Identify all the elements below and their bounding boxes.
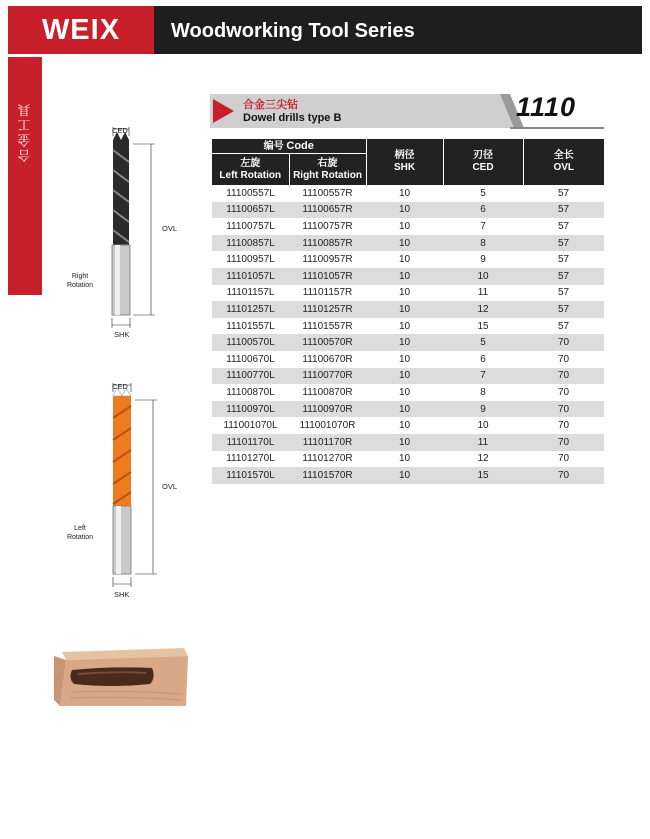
left-rotation-code-cell: 11100657L (212, 202, 289, 219)
rotation-callout (60, 272, 100, 290)
drill-shank-highlight (116, 506, 121, 574)
table-row (212, 301, 604, 318)
table-row (212, 218, 604, 235)
shk-cell: 10 (366, 235, 443, 252)
table-row (212, 401, 604, 418)
ovl-header-en: OVL (553, 162, 575, 173)
ovl-cell: 57 (523, 285, 604, 302)
table-row (212, 467, 604, 484)
model-number: 1110 (516, 92, 577, 122)
left-rotation-drill-drawing (60, 378, 200, 598)
shk-header (366, 139, 443, 185)
right-rotation-code-cell: 11100670R (289, 351, 366, 368)
page-title: Woodworking Tool Series (171, 20, 415, 42)
ovl-cell: 70 (523, 467, 604, 484)
ovl-cell: 57 (523, 218, 604, 235)
right-rotation-code-cell: 11100557R (289, 185, 366, 202)
rotation-callout-line1: Right (71, 273, 89, 280)
ced-cell: 10 (443, 268, 523, 285)
ced-label: CED (112, 382, 128, 391)
spec-table-body (212, 185, 604, 484)
ovl-cell: 57 (523, 202, 604, 219)
right-rotation-code-cell: 11100857R (289, 235, 366, 252)
shk-label: SHK (114, 590, 130, 599)
left-rotation-code-cell: 11101270L (212, 451, 289, 468)
right-rotation-code-cell: 11100970R (289, 401, 366, 418)
shk-cell: 10 (366, 384, 443, 401)
left-rotation-code-cell: 11101257L (212, 301, 289, 318)
ced-cell: 12 (443, 301, 523, 318)
drill-shank (113, 506, 131, 574)
right-rotation-code-cell: 11101157R (289, 285, 366, 302)
ced-cell: 11 (443, 285, 523, 302)
ced-cell: 7 (443, 218, 523, 235)
code-header (212, 139, 366, 154)
ovl-cell: 70 (523, 368, 604, 385)
ced-header-en: CED (472, 162, 494, 173)
shk-cell: 10 (366, 368, 443, 385)
left-rotation-header (212, 154, 289, 186)
ced-label: CED (112, 126, 128, 135)
left-rotation-header-cn: 左旋 (240, 157, 261, 169)
code-header-en: Code (286, 139, 314, 152)
left-rotation-code-cell: 11100670L (212, 351, 289, 368)
ovl-cell: 70 (523, 401, 604, 418)
table-row (212, 185, 604, 202)
ovl-cell: 70 (523, 451, 604, 468)
shk-cell: 10 (366, 202, 443, 219)
table-row (212, 268, 604, 285)
ced-cell: 15 (443, 467, 523, 484)
right-rotation-code-cell: 11100770R (289, 368, 366, 385)
ced-header-cn: 刃径 (473, 150, 493, 161)
shk-cell: 10 (366, 417, 443, 434)
ovl-header-cn: 全长 (553, 150, 574, 161)
table-row (212, 368, 604, 385)
shk-cell: 10 (366, 285, 443, 302)
section-title-en: Dowel drills type B (243, 112, 342, 124)
ced-cell: 6 (443, 351, 523, 368)
left-rotation-code-cell: 11100770L (212, 368, 289, 385)
right-rotation-code-cell: 11100957R (289, 251, 366, 268)
wood-block-illustration (52, 646, 192, 712)
right-rotation-code-cell: 11100870R (289, 384, 366, 401)
table-row (212, 417, 604, 434)
table-row (212, 285, 604, 302)
ced-cell: 5 (443, 185, 523, 202)
left-rotation-code-cell: 11100970L (212, 401, 289, 418)
shk-cell: 10 (366, 301, 443, 318)
right-rotation-code-cell: 11100570R (289, 334, 366, 351)
dowel-slot (70, 667, 153, 686)
left-rotation-code-cell: 11100570L (212, 334, 289, 351)
table-row (212, 318, 604, 335)
ovl-cell: 70 (523, 434, 604, 451)
left-rotation-code-cell: 11101557L (212, 318, 289, 335)
drill-shank-highlight (115, 245, 120, 315)
shk-cell: 10 (366, 401, 443, 418)
ovl-cell: 70 (523, 351, 604, 368)
table-row (212, 451, 604, 468)
ovl-cell: 70 (523, 334, 604, 351)
shk-cell: 10 (366, 185, 443, 202)
left-rotation-code-cell: 11101570L (212, 467, 289, 484)
table-row (212, 251, 604, 268)
spec-table (212, 139, 604, 484)
ced-header (443, 139, 523, 185)
shk-label: SHK (114, 330, 130, 339)
ced-cell: 9 (443, 251, 523, 268)
ced-cell: 12 (443, 451, 523, 468)
ced-cell: 6 (443, 202, 523, 219)
drill-shank (112, 245, 130, 315)
left-rotation-code-cell: 111001070L (212, 417, 289, 434)
shk-cell: 10 (366, 467, 443, 484)
left-rotation-code-cell: 11100557L (212, 185, 289, 202)
ovl-cell: 70 (523, 417, 604, 434)
ced-cell: 8 (443, 235, 523, 252)
right-rotation-code-cell: 11101557R (289, 318, 366, 335)
ovl-cell: 57 (523, 318, 604, 335)
table-row (212, 202, 604, 219)
side-tab-label: 合金工具 (17, 102, 33, 162)
table-row (212, 334, 604, 351)
rotation-callout-line2: Rotation (66, 282, 94, 289)
table-row (212, 434, 604, 451)
right-rotation-code-cell: 111001070R (289, 417, 366, 434)
right-rotation-code-cell: 11101257R (289, 301, 366, 318)
table-row (212, 351, 604, 368)
left-rotation-header-en: Left Rotation (219, 169, 282, 181)
left-rotation-code-cell: 11100957L (212, 251, 289, 268)
ced-cell: 15 (443, 318, 523, 335)
shk-header-en: SHK (393, 162, 416, 173)
right-rotation-code-cell: 11100657R (289, 202, 366, 219)
shk-cell: 10 (366, 434, 443, 451)
ovl-cell: 57 (523, 301, 604, 318)
ovl-cell: 57 (523, 185, 604, 202)
ced-cell: 5 (443, 334, 523, 351)
left-rotation-code-cell: 11100870L (212, 384, 289, 401)
right-rotation-header-en: Right Rotation (293, 169, 362, 181)
left-rotation-code-cell: 11101170L (212, 434, 289, 451)
left-rotation-code-cell: 11100857L (212, 235, 289, 252)
shk-header-cn: 柄径 (394, 150, 415, 161)
rotation-callout-line2: Rotation (66, 534, 94, 541)
ced-cell: 10 (443, 417, 523, 434)
right-rotation-drill-drawing (60, 122, 200, 342)
ced-cell: 11 (443, 434, 523, 451)
rotation-callout-line1: Left (74, 525, 86, 532)
table-row (212, 384, 604, 401)
section-title-cn: 合金三尖钻 (243, 99, 298, 111)
left-rotation-code-cell: 11100757L (212, 218, 289, 235)
brand-logo: WEIX (41, 14, 121, 46)
shk-cell: 10 (366, 268, 443, 285)
ovl-label: OVL (162, 224, 178, 233)
ovl-label: OVL (162, 482, 178, 491)
right-rotation-code-cell: 11101570R (289, 467, 366, 484)
right-rotation-code-cell: 11100757R (289, 218, 366, 235)
shk-cell: 10 (366, 318, 443, 335)
shk-cell: 10 (366, 351, 443, 368)
left-rotation-code-cell: 11101057L (212, 268, 289, 285)
ced-cell: 9 (443, 401, 523, 418)
code-header-cn: 编号 (263, 140, 284, 152)
shk-cell: 10 (366, 451, 443, 468)
ced-cell: 8 (443, 384, 523, 401)
shk-cell: 10 (366, 251, 443, 268)
shk-cell: 10 (366, 218, 443, 235)
table-row (212, 235, 604, 252)
ovl-cell: 57 (523, 268, 604, 285)
shk-cell: 10 (366, 334, 443, 351)
rotation-callout (60, 524, 100, 542)
ovl-cell: 70 (523, 384, 604, 401)
left-rotation-code-cell: 11101157L (212, 285, 289, 302)
ced-cell: 7 (443, 368, 523, 385)
right-rotation-header (289, 154, 366, 186)
ovl-cell: 57 (523, 235, 604, 252)
ovl-cell: 57 (523, 251, 604, 268)
right-rotation-code-cell: 11101057R (289, 268, 366, 285)
right-rotation-header-cn: 右旋 (317, 157, 338, 169)
ovl-header (523, 139, 604, 185)
right-rotation-code-cell: 11101170R (289, 434, 366, 451)
right-rotation-code-cell: 11101270R (289, 451, 366, 468)
